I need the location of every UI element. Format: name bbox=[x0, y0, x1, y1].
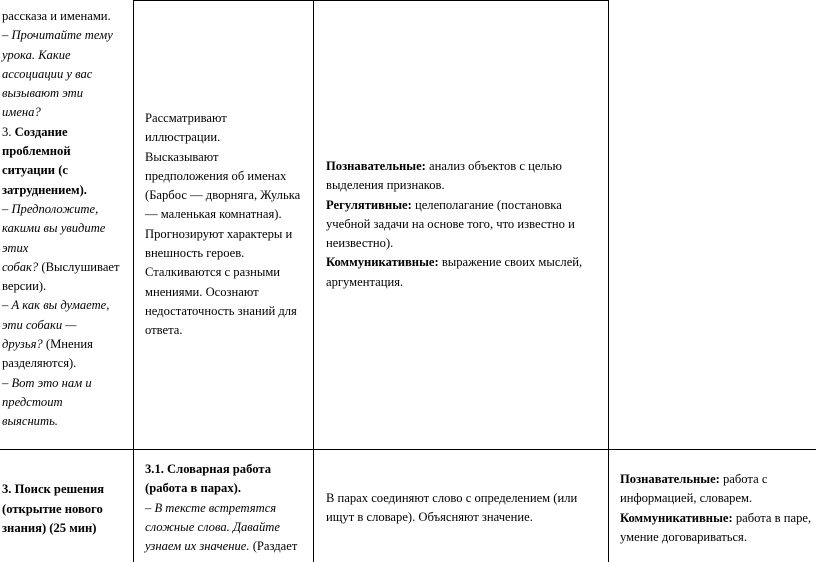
table-border-row-divider bbox=[0, 449, 816, 450]
stage-title: 3. Поиск решения bbox=[2, 482, 105, 496]
text-line: этих bbox=[2, 240, 29, 255]
communicative-label: Коммуникативные: bbox=[326, 255, 439, 270]
text-line: сложные слова. Давайте bbox=[145, 519, 280, 534]
step-title: Создание bbox=[14, 124, 68, 139]
text-line: предположения об именах bbox=[145, 168, 287, 183]
row1-uud-cell bbox=[326, 157, 606, 292]
text-line: эти собаки — bbox=[2, 317, 77, 332]
text-line: предстоит bbox=[2, 394, 63, 409]
communicative-label: Коммуникативные: bbox=[620, 510, 733, 525]
text-line: — маленькая комнатная). bbox=[145, 207, 282, 222]
text-line: разделяются). bbox=[2, 356, 77, 371]
subsection-title: (работа в парах). bbox=[145, 481, 241, 496]
step-title: ситуации (с bbox=[2, 163, 68, 178]
cognitive-label: Познавательные: bbox=[326, 159, 426, 173]
text-line bbox=[2, 123, 130, 142]
stage-title: знания) (25 мин) bbox=[2, 521, 97, 535]
text-line: Высказывают bbox=[145, 149, 219, 164]
text-line: какими вы увидите bbox=[2, 221, 106, 236]
text-line: (Барбос — дворняга, Жулька bbox=[145, 188, 301, 203]
plain-text: работа с bbox=[719, 472, 768, 486]
subsection-title: 3.1. Словарная работа bbox=[145, 462, 271, 476]
text-line: рассказа и именами. bbox=[2, 9, 111, 23]
text-line: выделения признаков. bbox=[326, 178, 445, 193]
plain-text: работа в паре, bbox=[732, 510, 812, 525]
text-line: Прогнозируют характеры и bbox=[145, 226, 293, 241]
text-line: мнениями. Осознают bbox=[145, 284, 259, 299]
text-line bbox=[620, 470, 816, 489]
step-number: 3. bbox=[2, 124, 15, 139]
row2-uud-cell bbox=[620, 470, 816, 547]
text-line: неизвестно). bbox=[326, 236, 394, 251]
table-border-col2 bbox=[313, 0, 314, 562]
text-line: Сталкиваются с разными bbox=[145, 265, 281, 280]
text-line: версии). bbox=[2, 279, 47, 294]
text-line bbox=[620, 509, 816, 528]
text-line bbox=[2, 335, 130, 354]
plain-text: целеполагание (постановка bbox=[411, 197, 562, 212]
text-line: – А как вы думаете, bbox=[2, 298, 110, 313]
text-line: – Прочитайте тему bbox=[2, 28, 113, 43]
text-line bbox=[326, 157, 606, 176]
table-border-col3 bbox=[608, 0, 609, 562]
text-line: внешность героев. bbox=[145, 246, 245, 261]
step-title: проблемной bbox=[2, 144, 71, 159]
table-border-row-top bbox=[133, 0, 609, 1]
text-line: учебной задачи на основе того, что известно и bbox=[326, 216, 575, 231]
text-line: – Вот это нам и bbox=[2, 375, 92, 390]
cognitive-label: Познавательные: bbox=[620, 472, 720, 486]
text-line: Рассматривают bbox=[145, 111, 227, 125]
text-line: – Предположите, bbox=[2, 201, 99, 216]
step-title: затруднением). bbox=[2, 182, 87, 197]
text-line: имена? bbox=[2, 105, 41, 120]
text-line: вызывают эти bbox=[2, 86, 84, 101]
text-line bbox=[145, 537, 310, 556]
text-line bbox=[326, 196, 606, 215]
table-border-col1 bbox=[133, 0, 134, 562]
text-line: недостаточность знаний для bbox=[145, 303, 297, 318]
text-line bbox=[326, 253, 606, 272]
italic-text: собак? bbox=[2, 259, 39, 274]
text-line: умение договариваться. bbox=[620, 529, 747, 544]
plain-text: (Мнения bbox=[42, 337, 93, 352]
text-line: аргументация. bbox=[326, 274, 404, 289]
italic-text: друзья? bbox=[2, 337, 43, 352]
plain-text: (Выслушивает bbox=[38, 259, 120, 274]
text-line: В парах соединяют слово с определением (или bbox=[326, 491, 578, 505]
row2-stage-cell bbox=[2, 480, 130, 539]
row2-teacher-activity-cell bbox=[145, 460, 310, 556]
text-line: ответа. bbox=[145, 323, 183, 338]
text-line: ищут в словаре). Объясняют значение. bbox=[326, 510, 533, 525]
row1-stage-cell bbox=[2, 7, 130, 432]
row1-student-activity-cell bbox=[145, 109, 310, 341]
text-line: информацией, словарем. bbox=[620, 491, 753, 506]
text-line: урока. Какие bbox=[2, 47, 71, 62]
text-line: – В тексте встретятся bbox=[145, 500, 277, 515]
text-line: ассоциации у вас bbox=[2, 66, 93, 81]
text-line: иллюстрации. bbox=[145, 130, 221, 145]
plain-text: (Раздает bbox=[249, 539, 298, 554]
regulatory-label: Регулятивные: bbox=[326, 197, 412, 212]
plain-text: анализ объектов с целью bbox=[425, 159, 562, 173]
plain-text: выражение своих мыслей, bbox=[438, 255, 583, 270]
text-line bbox=[2, 258, 130, 277]
italic-text: узнаем их значение. bbox=[145, 539, 250, 554]
row2-student-activity-cell bbox=[326, 489, 606, 528]
text-line: выяснить. bbox=[2, 414, 58, 429]
stage-title: (открытие нового bbox=[2, 501, 103, 516]
